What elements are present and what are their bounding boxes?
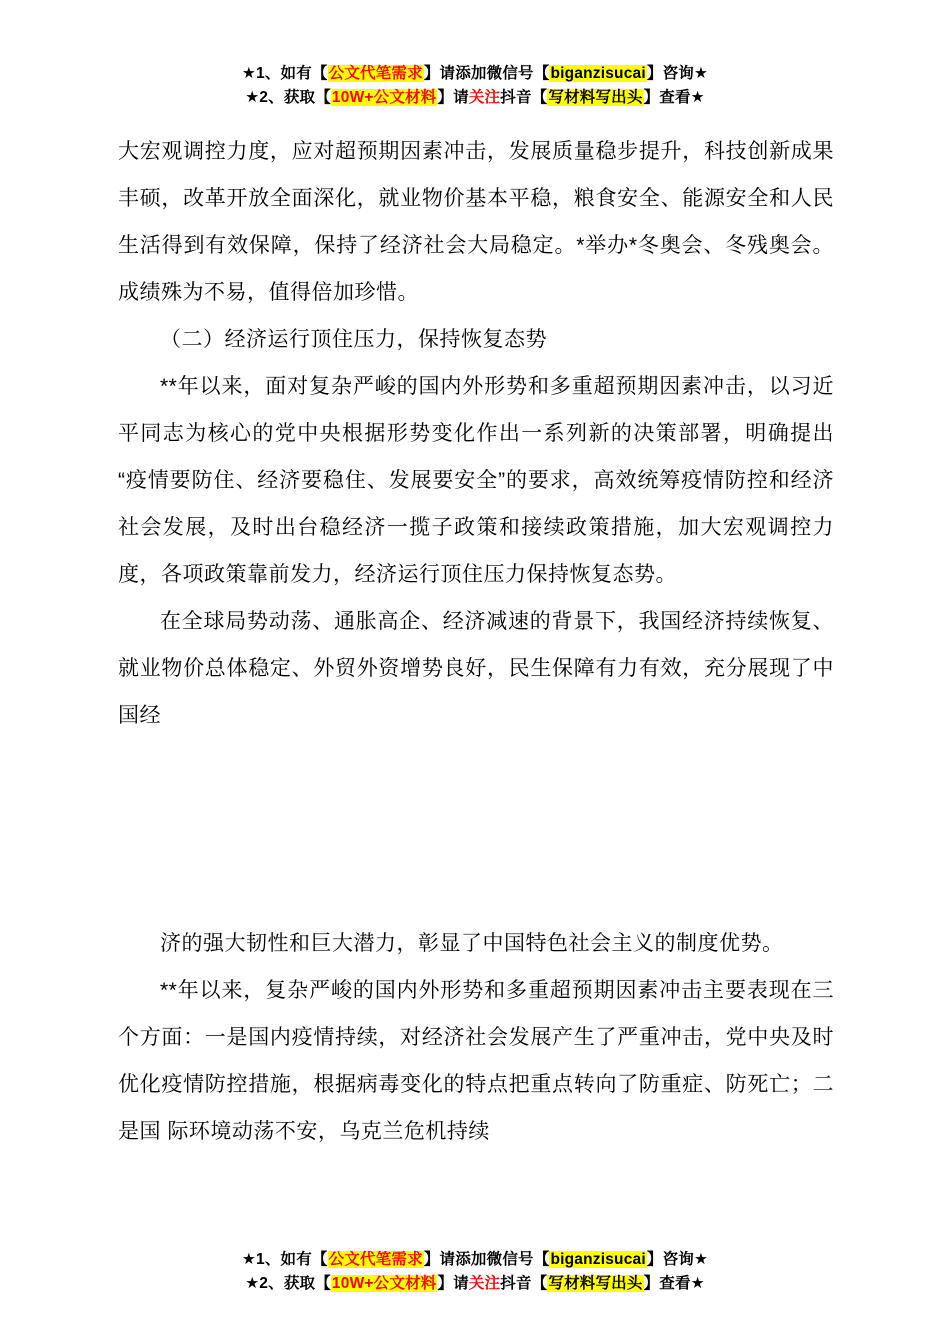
paragraph: **年以来，复杂严峻的国内外形势和多重超预期因素冲击主要表现在三个方面：一是国内疫情持续，对经济社会发展产生了严重冲击，党中央及时优化疫情防控措施，根据病毒变化的特点把重点转向了防重症、防死亡；二是国 际环境动荡不安，乌克兰危机持续: [118, 979, 834, 1143]
promo-line1-highlight-wechat: biganzisucai: [550, 65, 646, 82]
promo-line2-highlight-red-bottom: 10W+公文材料: [331, 1274, 437, 1292]
promo-line1-prefix: ★1、如有【: [241, 65, 328, 82]
promo-line2-suffix-bottom: 】查看★: [643, 1274, 705, 1292]
paragraph: **年以来，面对复杂严峻的国内外形势和多重超预期因素冲击，以习近平同志为核心的党中央根据形势变化作出一系列新的决策部署，明确提出“疫情要防住、经济要稳住、发展要安全”的要求，高效统筹疫情防控和经济社会发展，及时出台稳经济一揽子政策和接续政策措施，加大宏观调控力度，各项政策靠前发力，经济运行顶住压力保持恢复态势。: [118, 375, 834, 586]
document-text-block-1: [118, 128, 834, 739]
promo-line2-follow-text: 关注: [468, 89, 501, 107]
promo-line2-follow-text-bottom: 关注: [468, 1274, 501, 1292]
paragraph: 在全球局势动荡、通胀高企、经济减速的背景下，我国经济持续恢复、就业物价总体稳定、外贸外资增势良好，民生保障有力有效，充分展现了中国经: [118, 610, 834, 727]
promo-line-1-bottom: [0, 1248, 950, 1272]
promo-line2-middle: 】请: [437, 89, 469, 107]
promo-line2-highlight-red: 10W+公文材料: [331, 89, 437, 107]
promo-line1-prefix-bottom: ★1、如有【: [241, 1250, 328, 1268]
promo-line2-middle-2-bottom: 抖音【: [500, 1274, 548, 1292]
promo-line2-middle-bottom: 】请: [437, 1274, 469, 1292]
promo-line2-suffix: 】查看★: [643, 89, 705, 107]
promo-line2-highlight-douyin-bottom: 写材料写出头: [548, 1274, 643, 1292]
promo-line-2-bottom: [0, 1272, 950, 1296]
paragraph-heading-section-2: （二）经济运行顶住压力，保持恢复态势: [160, 328, 547, 351]
paragraph: 大宏观调控力度，应对超预期因素冲击，发展质量稳步提升，科技创新成果丰硕，改革开放全面深化，就业物价基本平稳，粮食安全、能源安全和人民生活得到有效保障，保持了经济社会大局稳定。*举办*冬奥会、冬残奥会。成绩殊为不易，值得倍加珍惜。: [118, 140, 834, 304]
promo-line-2: [0, 86, 950, 110]
promo-line2-prefix-bottom: ★2、获取【: [245, 1274, 331, 1292]
paragraph: 济的强大韧性和巨大潜力，彰显了中国特色社会主义的制度优势。: [160, 932, 784, 955]
promo-line2-prefix: ★2、获取【: [245, 89, 331, 107]
promo-line2-highlight-douyin: 写材料写出头: [548, 89, 643, 107]
promo-banner-top: [0, 62, 950, 110]
promo-line1-highlight-red-bottom: 公文代笔需求: [328, 1250, 423, 1268]
document-text-block-2: [118, 920, 834, 1155]
promo-line1-middle: 】请添加微信号【: [423, 65, 550, 82]
promo-line1-highlight-wechat-bottom: biganzisucai: [550, 1250, 646, 1268]
promo-line1-middle-bottom: 】请添加微信号【: [423, 1250, 550, 1268]
promo-line1-suffix-bottom: 】咨询★: [646, 1250, 709, 1268]
promo-banner-bottom: [0, 1248, 950, 1296]
promo-line-1: [0, 62, 950, 86]
promo-line1-suffix: 】咨询★: [646, 65, 709, 82]
promo-line1-highlight-red: 公文代笔需求: [328, 65, 423, 82]
promo-line2-middle-2: 抖音【: [500, 89, 548, 107]
